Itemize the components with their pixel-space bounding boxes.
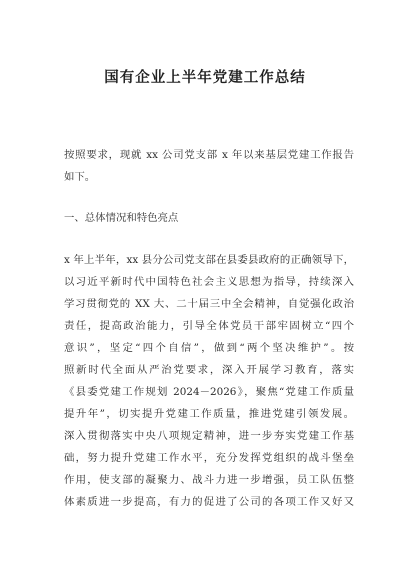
intro-line: 如下。	[64, 171, 96, 183]
document-title: 国有企业上半年党建工作总结	[104, 70, 306, 86]
body-line: 作用，使支部的凝聚力、战斗力进一步增强，员工队伍整	[64, 474, 354, 486]
section-heading: 一、总体情况和特色亮点	[64, 212, 179, 224]
body-line: 照新时代全面从严治党要求，深入开展学习教育，落实	[64, 364, 354, 376]
body-line: 以习近平新时代中国特色社会主义思想为指导，持续深入	[64, 276, 354, 288]
body-line: 学习贯彻党的 XX 大、二十届三中全会精神，自觉强化政治	[64, 298, 354, 310]
body-line: 深入贯彻落实中央八项规定精神，进一步夯实党建工作基	[64, 430, 354, 442]
body-line: 体素质进一步提高，有力的促进了公司的各项工作又好又	[64, 496, 354, 508]
body-line: x 年上半年，xx 县分公司党支部在县委县政府的正确领导下，	[64, 254, 354, 266]
body-line: 《县委党建工作规划 2024－2026》，聚焦“党建工作质量	[64, 386, 354, 398]
body-line: 意识”，坚定“四个自信”，做到“两个坚决维护”。按	[64, 342, 354, 354]
body-line: 责任，提高政治能力，引导全体党员干部牢固树立“四个	[64, 320, 354, 332]
body-line: 础，努力提升党建工作水平，充分发挥党组织的战斗堡垒	[64, 452, 354, 464]
intro-line: 按照要求，现就 xx 公司党支部 x 年以来基层党建工作报告	[64, 149, 354, 161]
body-line: 提升年”，切实提升党建工作质量，推进党建引领发展。	[64, 408, 354, 420]
